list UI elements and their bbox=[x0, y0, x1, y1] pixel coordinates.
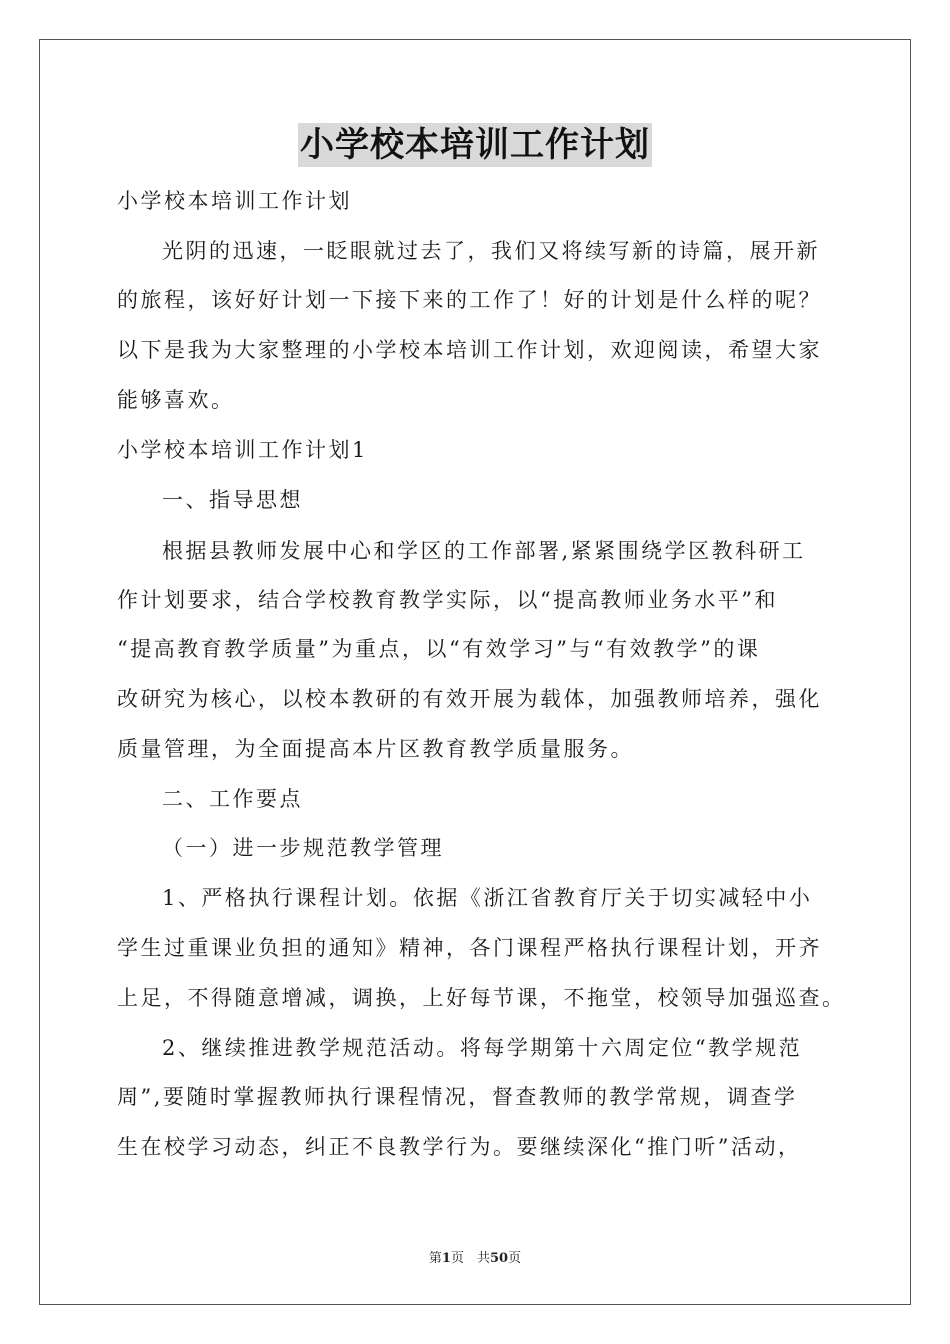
paragraph-line: 光阴的迅速，一眨眼就过去了，我们又将续写新的诗篇，展开新 bbox=[162, 239, 820, 263]
paragraph-line: 根据县教师发展中心和学区的工作部署,紧紧围绕学区教科研工 bbox=[162, 539, 806, 563]
paragraph-line: 质量管理，为全面提高本片区教育教学质量服务。 bbox=[117, 737, 634, 761]
footer-mid: 页 共 bbox=[450, 1251, 490, 1266]
footer-page-number: 1 bbox=[441, 1251, 451, 1266]
page-footer bbox=[0, 1247, 950, 1266]
document-title: 小学校本培训工作计划 bbox=[300, 125, 650, 165]
section-heading: 一、指导思想 bbox=[162, 488, 303, 512]
subtitle-line: 小学校本培训工作计划 bbox=[117, 189, 352, 213]
paragraph-line: 以下是我为大家整理的小学校本培训工作计划，欢迎阅读，希望大家 bbox=[117, 338, 822, 362]
paragraph-line: 作计划要求，结合学校教育教学实际，以“提高教师业务水平”和 bbox=[117, 588, 778, 612]
paragraph-line: 2、继续推进教学规范活动。将每学期第十六周定位“教学规范 bbox=[162, 1036, 803, 1060]
footer-total-pages: 50 bbox=[489, 1251, 509, 1266]
page-border bbox=[39, 39, 911, 1305]
footer-suffix: 页 bbox=[508, 1251, 522, 1266]
section-heading: 小学校本培训工作计划1 bbox=[117, 438, 368, 462]
paragraph-line: “提高教育教学质量”为重点，以“有效学习”与“有效教学”的课 bbox=[117, 637, 761, 661]
paragraph-line: 改研究为核心，以校本教研的有效开展为载体，加强教师培养，强化 bbox=[117, 687, 822, 711]
footer-prefix: 第 bbox=[428, 1251, 442, 1266]
paragraph-line: 的旅程，该好好计划一下接下来的工作了！好的计划是什么样的呢？ bbox=[117, 288, 822, 312]
paragraph-line: 能够喜欢。 bbox=[117, 388, 235, 412]
title-container bbox=[0, 123, 950, 167]
paragraph-line: 1、严格执行课程计划。依据《浙江省教育厅关于切实减轻中小 bbox=[162, 886, 813, 910]
paragraph-line: 生在校学习动态，纠正不良教学行为。要继续深化“推门听”活动， bbox=[117, 1135, 802, 1159]
paragraph-line: 学生过重课业负担的通知》精神，各门课程严格执行课程计划，开齐 bbox=[117, 936, 822, 960]
subsection-heading: （一）进一步规范教学管理 bbox=[162, 836, 444, 860]
paragraph-line: 上足，不得随意增减，调换，上好每节课，不拖堂，校领导加强巡查。 bbox=[117, 986, 846, 1010]
paragraph-line: 周”,要随时掌握教师执行课程情况，督查教师的教学常规，调查学 bbox=[117, 1085, 798, 1109]
section-heading: 二、工作要点 bbox=[162, 787, 303, 811]
